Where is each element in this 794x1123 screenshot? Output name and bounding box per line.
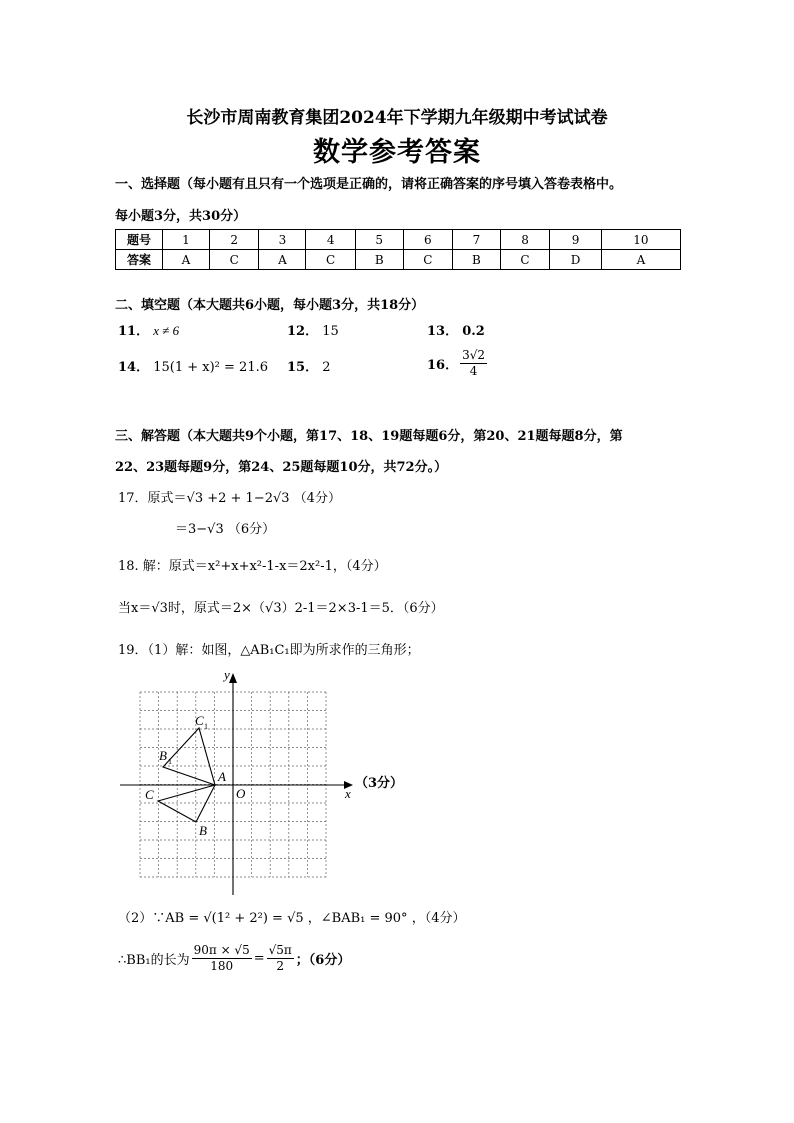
item-number: 12．	[287, 324, 319, 339]
item-number: 16．	[427, 358, 459, 373]
answer-cell: C	[306, 250, 355, 270]
fraction	[460, 348, 487, 379]
coordinate-grid-figure	[115, 665, 365, 900]
answer-cell: D	[550, 250, 602, 270]
item-number: 15．	[287, 360, 319, 375]
answer-cell: A	[163, 250, 210, 270]
section3-heading-line1: 三、解答题（本大题共9个小题，第17、18、19题每题6分，第20、21题每题8分，第	[115, 429, 623, 444]
answer-cell: A	[601, 250, 680, 270]
point-B1-label: B	[159, 748, 167, 763]
table-row	[116, 250, 681, 270]
point-C1-subscript: 1	[204, 722, 208, 731]
question-number: 10	[601, 230, 680, 250]
question-number: 7	[453, 230, 501, 250]
fill-item-11	[118, 320, 179, 339]
fraction-numerator: 3√2	[462, 348, 486, 362]
point-B-label: B	[199, 823, 207, 838]
row-label: 题号	[116, 230, 163, 250]
item-number: 11．	[118, 324, 150, 339]
answer-table	[115, 229, 681, 270]
question-number: 6	[403, 230, 452, 250]
q19-part3-prefix: ∴BB₁的长为	[118, 953, 190, 968]
exam-title: 长沙市周南教育集团2024年下学期九年级期中考试试卷	[186, 108, 608, 128]
point-B1-subscript: 1	[168, 757, 172, 766]
section1-subheading: 每小题3分，共30分）	[115, 209, 247, 224]
q19-part3	[118, 943, 350, 974]
fraction-numerator: √5π	[268, 943, 292, 957]
point-A-label: A	[218, 769, 226, 784]
q18-step2: 当x＝√3时，原式＝2×（√3）2-1＝2×3-1＝5．（6分）	[118, 601, 444, 616]
item-answer: 2	[322, 360, 331, 375]
fraction-numerator: 90π × √5	[193, 943, 250, 957]
item-answer: 15(1 + x)² = 21.6	[153, 360, 268, 375]
section3-heading-line2: 22、23题每题9分，第24、25题每题10分，共72分。）	[115, 460, 448, 475]
q17-step1: 17．原式＝√3 +2 + 1−2√3 （4分）	[118, 491, 341, 506]
answer-cell: A	[259, 250, 306, 270]
fill-item-13	[427, 320, 485, 339]
item-answer: 15	[322, 324, 339, 339]
question-number: 5	[355, 230, 403, 250]
fraction-denominator: 2	[276, 959, 285, 973]
question-number: 4	[306, 230, 355, 250]
q18-step1: 18. 解：原式＝x²+x+x²-1-x＝2x²-1，（4分）	[118, 559, 387, 574]
y-axis-arrow-icon	[229, 673, 237, 683]
table-row	[116, 230, 681, 250]
section2-heading: 二、填空题（本大题共6小题，每小题3分，共18分）	[115, 298, 425, 313]
answer-cell: B	[355, 250, 403, 270]
q19-part3-score: ；（6分）	[295, 953, 351, 968]
answer-cell: C	[403, 250, 452, 270]
q19-part1-score: （3分）	[355, 776, 404, 791]
answer-key-title: 数学参考答案	[313, 137, 481, 168]
fill-item-16	[427, 348, 489, 379]
fraction	[267, 943, 294, 974]
q19-part1: 19．（1）解：如图，△AB₁C₁即为所求作的三角形；	[118, 643, 420, 658]
item-answer: x ≠ 6	[153, 323, 180, 338]
question-number: 2	[209, 230, 258, 250]
equals-sign: =	[253, 951, 265, 966]
x-axis-label: x	[345, 786, 351, 801]
fill-item-15	[287, 356, 331, 375]
fill-item-14	[118, 356, 268, 375]
origin-label: O	[236, 786, 246, 801]
answer-cell: B	[453, 250, 501, 270]
fraction-denominator: 180	[210, 959, 234, 973]
question-number: 1	[163, 230, 210, 250]
q17-step2: ＝3−√3 （6分）	[175, 522, 276, 537]
q19-part2: （2）∵AB = √(1² + 2²) = √5 ，∠BAB₁ = 90° ，（4分）	[118, 911, 466, 926]
item-number: 13．	[427, 324, 459, 339]
section1-heading: 一、选择题（每小题有且只有一个选项是正确的，请将正确答案的序号填入答卷表格中。	[115, 177, 623, 192]
item-number: 14．	[118, 360, 150, 375]
question-number: 8	[500, 230, 549, 250]
row-label: 答案	[116, 250, 163, 270]
fill-item-12	[287, 320, 339, 339]
answer-cell: C	[209, 250, 258, 270]
y-axis-label: y	[224, 667, 230, 682]
fraction	[192, 943, 252, 974]
item-answer: 0.2	[462, 324, 485, 339]
answer-cell: C	[500, 250, 549, 270]
point-C-label: C	[145, 787, 154, 802]
point-C1-label: C	[195, 713, 204, 728]
fraction-denominator: 4	[469, 364, 478, 378]
question-number: 9	[550, 230, 602, 250]
question-number: 3	[259, 230, 306, 250]
triangle-ABC	[158, 785, 215, 822]
